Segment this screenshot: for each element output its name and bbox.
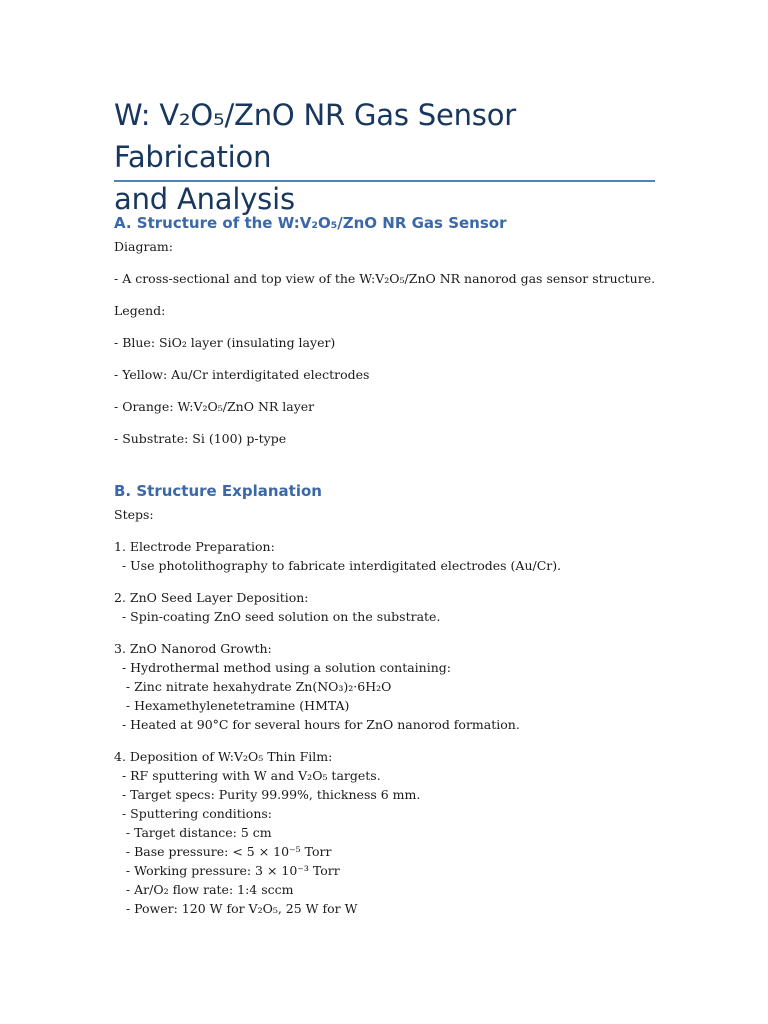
steps-label: Steps:: [114, 507, 154, 522]
step-4-line: - Base pressure: < 5 × 10⁻⁵ Torr: [114, 844, 332, 859]
diagram-description: - A cross-sectional and top view of the W:V₂O₅/ZnO NR nanorod gas sensor structure.: [114, 271, 656, 286]
step-3-line: - Heated at 90°C for several hours for ZnO nanorod formation.: [114, 717, 520, 732]
step-3-title: 3. ZnO Nanorod Growth:: [114, 641, 272, 656]
legend-item: - Substrate: Si (100) p-type: [114, 431, 287, 446]
step-4-line: - Working pressure: 3 × 10⁻³ Torr: [114, 863, 340, 878]
step-1-title: 1. Electrode Preparation:: [114, 539, 275, 554]
title-underline-rule: [114, 180, 655, 182]
step-3-line: - Hexamethylenetetramine (HMTA): [114, 698, 350, 713]
diagram-label: Diagram:: [114, 239, 173, 254]
step-2-line: - Spin-coating ZnO seed solution on the substrate.: [114, 609, 441, 624]
step-3-line: - Hydrothermal method using a solution containing:: [114, 660, 451, 675]
step-3-line: - Zinc nitrate hexahydrate Zn(NO₃)₂·6H₂O: [114, 679, 392, 694]
legend-item: - Yellow: Au/Cr interdigitated electrodes: [114, 367, 370, 382]
section-b-heading: B. Structure Explanation: [114, 482, 322, 500]
title-line-2: and Analysis: [114, 182, 295, 216]
step-4-line: - Sputtering conditions:: [114, 806, 273, 821]
step-4-title: 4. Deposition of W:V₂O₅ Thin Film:: [114, 749, 333, 764]
step-2-title: 2. ZnO Seed Layer Deposition:: [114, 590, 309, 605]
step-4-line: - RF sputtering with W and V₂O₅ targets.: [114, 768, 381, 783]
legend-label: Legend:: [114, 303, 166, 318]
step-4-line: - Ar/O₂ flow rate: 1:4 sccm: [114, 882, 294, 897]
document-title: [114, 94, 659, 220]
step-1-line: - Use photolithography to fabricate interdigitated electrodes (Au/Cr).: [114, 558, 562, 573]
step-4-line: - Power: 120 W for V₂O₅, 25 W for W: [114, 901, 358, 916]
legend-item: - Blue: SiO₂ layer (insulating layer): [114, 335, 336, 350]
title-line-1: W: V₂O₅/ZnO NR Gas Sensor Fabrication: [114, 98, 516, 174]
step-4-line: - Target specs: Purity 99.99%, thickness 6 mm.: [114, 787, 421, 802]
legend-item: - Orange: W:V₂O₅/ZnO NR layer: [114, 399, 315, 414]
step-4-line: - Target distance: 5 cm: [114, 825, 272, 840]
section-a-heading: A. Structure of the W:V₂O₅/ZnO NR Gas Sensor: [114, 214, 507, 232]
